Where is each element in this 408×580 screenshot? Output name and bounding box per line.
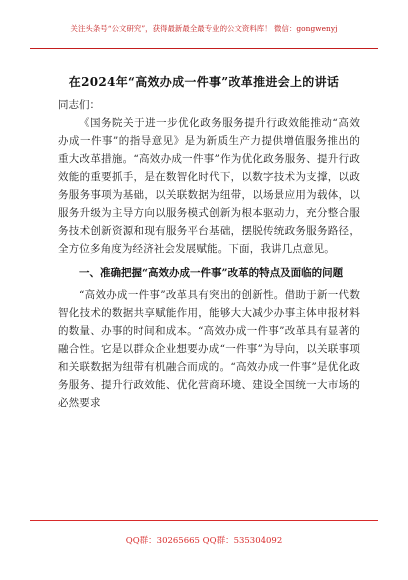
document-body — [58, 96, 360, 412]
intro-paragraph: 《国务院关于进一步优化政务服务提升行政效能推动“高效办成一件事”的指导意见》是为新质生产力提供增值服务推出的重大改革措施。“高效办成一件事”作为优化政务服务、提升行政效能的重要抓手，是在数智化时代下，以数字技术为支撑，以政务服务事项为基础，以关联数据为纽带，以场景应用为载体，以服务升级为主导方向以服务模式创新为根本驱动力，充分整合服务技术创新资源和现有服务平台基础，摆脱传统政务服务路径，全方位多角度为经济社会发展赋能。下面，我讲几点意见。 — [58, 117, 360, 255]
footer-qq-groups: QQ群：30265665 QQ群：535304092 — [125, 536, 283, 546]
section-paragraph: “高效办成一件事”改革具有突出的创新性。借助于新一代数智化技术的数据共享赋能作用，能够大大减少办事主体申报材料的数量、办事的时间和成本。“高效办成一件事”改革具有显著的融合性。它是以群众企业想要办成“一件事”为导向，以关联事项和关联数据为纽带有机融合而成的。“高效办成一件事”是优化政务服务、提升行政效能、优化营商环境、建设全国统一大市场的必然要求 — [58, 289, 360, 409]
page-footer — [30, 520, 378, 580]
header-promo-text: 关注头条号“公文研究”，获得最新最全最专业的公文资料库！ 微信：gongwenyj — [70, 24, 338, 33]
page-header — [30, 0, 378, 62]
document-title: 在2024年“高效办成一件事”改革推进会上的讲话 — [68, 75, 340, 89]
footer-divider — [30, 520, 378, 521]
salutation: 同志们： — [58, 99, 100, 111]
header-divider — [30, 48, 378, 49]
section-heading: 一、准确把握“高效办成一件事”改革的特点及面临的问题 — [79, 267, 344, 279]
